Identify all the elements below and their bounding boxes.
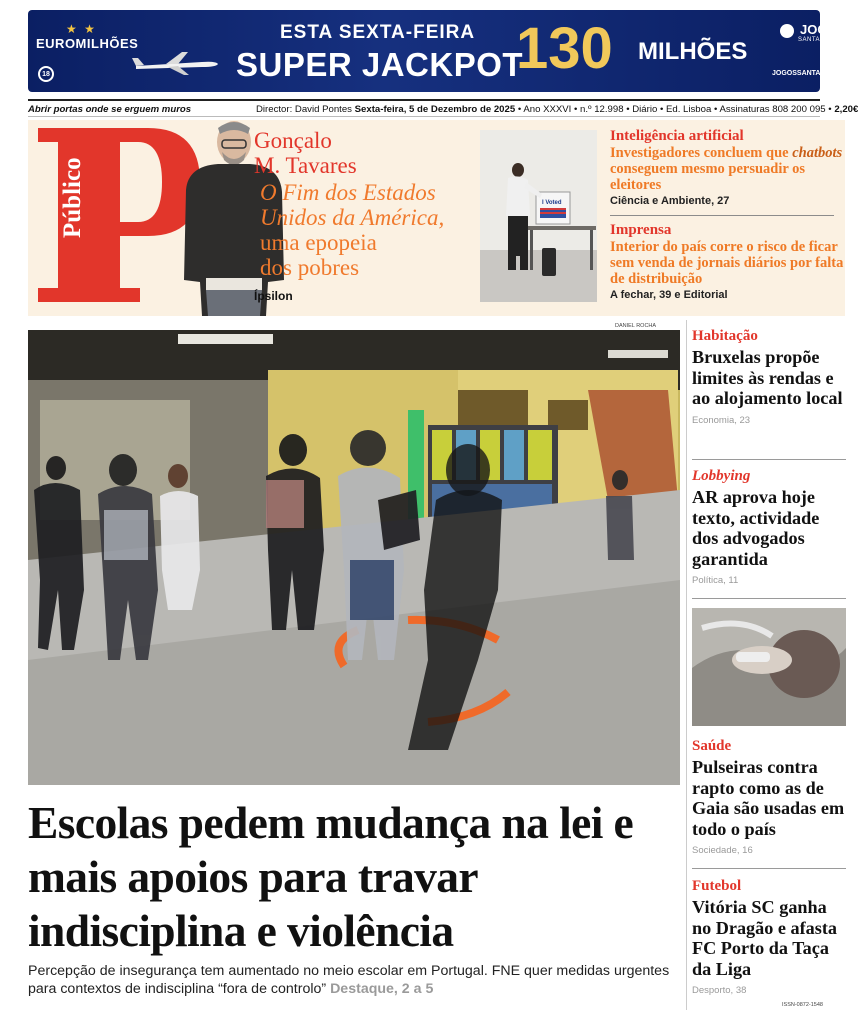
voting-booth-photo — [480, 130, 597, 302]
story-title: Vitória SC ganha no Dragão e afasta FC Porto da Taça da Liga — [692, 897, 837, 979]
vote-sticker: I Voted — [542, 200, 562, 206]
story-ref: Economia, 23 — [692, 414, 751, 426]
story-ref: Sociedade, 16 — [692, 845, 753, 856]
teaser-ref: Ciência e Ambiente, 27 — [610, 195, 730, 207]
lead-headline[interactable]: Escolas pedem mudança na lei e mais apoios para travar indisciplina e violência — [28, 797, 634, 956]
story-ref: Política, 11 — [692, 575, 739, 586]
teaser-ai[interactable] — [610, 128, 846, 207]
issue-details: • Ano XXXVI • n.º 12.998 • Diário • Ed. Lisboa • Assinaturas 808 200 095 • — [517, 104, 832, 115]
teaser-kicker: Inteligência artificial — [610, 128, 744, 144]
sidebar-story-lobbying[interactable] — [692, 468, 846, 586]
story-kicker: Habitação — [692, 328, 758, 344]
column-divider — [686, 320, 687, 1010]
director: Director: David Pontes — [256, 104, 352, 115]
lead-standfirst — [28, 962, 678, 998]
sidebar-divider — [692, 598, 846, 599]
ad-sponsor-sub: SANTACASA — [798, 37, 839, 43]
sidebar-story-health[interactable] — [692, 738, 846, 856]
slogan: Abrir portas onde se erguem muros — [28, 104, 192, 115]
price: 2,20€ — [834, 104, 858, 115]
teaser-kicker: Imprensa — [610, 222, 672, 238]
story-title: AR aprova hoje texto, actividade dos advogados garantida — [692, 487, 820, 569]
ad-amount: 130 — [516, 16, 613, 81]
teaser-text: Investigadores concluem que chatbots conseguem mesmo persuadir os eleitores — [610, 145, 843, 193]
standfirst-text: Percepção de insegurança tem aumentado no meio escolar em Portugal. FNE quer medidas urgentes para contextos de indisciplina “fora de controlo” — [28, 963, 670, 997]
author-name[interactable]: Gonçalo M. Tavares — [254, 128, 357, 178]
newborn-wristband-photo[interactable] — [692, 608, 846, 726]
story-kicker: Saúde — [692, 738, 732, 754]
sidebar-story-housing[interactable] — [692, 328, 846, 426]
teaser-ref: A fechar, 39 e Editorial — [610, 289, 728, 301]
book-subtitle: uma epopeia dos pobres — [260, 230, 377, 280]
santacasa-logo-icon — [780, 24, 794, 38]
dateline — [28, 99, 858, 117]
standfirst-ref[interactable]: Destaque, 2 a 5 — [330, 981, 434, 997]
ad-site[interactable]: JOGOSSANTACASA.PT — [772, 70, 852, 77]
sidebar-story-football[interactable] — [692, 878, 846, 996]
logo-word: Público — [59, 157, 86, 238]
section-ipsilon[interactable]: Ípsilon — [254, 289, 293, 303]
ad-line2: SUPER JACKPOT — [236, 46, 524, 83]
airplane-icon — [132, 50, 220, 76]
masthead — [28, 120, 845, 316]
teaser-press[interactable] — [610, 222, 846, 301]
story-kicker: Futebol — [692, 878, 742, 894]
photo-credit: DANIEL ROCHA — [615, 323, 657, 329]
star-icons: ★ ★ — [66, 22, 97, 36]
ad-unit: MILHÕES — [638, 38, 748, 65]
story-title: Bruxelas propõe limites às rendas e ao alojamento local — [692, 347, 843, 408]
age-restriction-icon: 18 — [38, 66, 54, 82]
story-title: Pulseiras contra rapto como as de Gaia são usadas em todo o país — [692, 757, 845, 839]
teaser-divider — [610, 215, 834, 216]
ad-sponsor: JOGOS — [800, 22, 847, 37]
teaser-text: Interior do país corre o risco de ficar sem venda de jornais diários por falta de distribuição — [610, 239, 844, 287]
story-kicker: Lobbying — [692, 468, 751, 484]
school-corridor-photo[interactable] — [28, 330, 680, 785]
edition-info — [256, 104, 858, 115]
issn-code: ISSN-0872-1548 — [782, 1002, 823, 1008]
sidebar-divider — [692, 868, 846, 869]
sidebar-divider — [692, 459, 846, 460]
ad-line1: ESTA SEXTA-FEIRA — [280, 22, 476, 43]
ad-brand: EUROMILHÕES — [36, 36, 139, 51]
issue-date: Sexta-feira, 5 de Dezembro de 2025 — [354, 104, 516, 115]
lottery-ad-banner[interactable] — [28, 10, 852, 92]
book-title[interactable]: O Fim dos Estados Unidos da América, — [260, 180, 445, 230]
story-ref: Desporto, 38 — [692, 985, 747, 996]
